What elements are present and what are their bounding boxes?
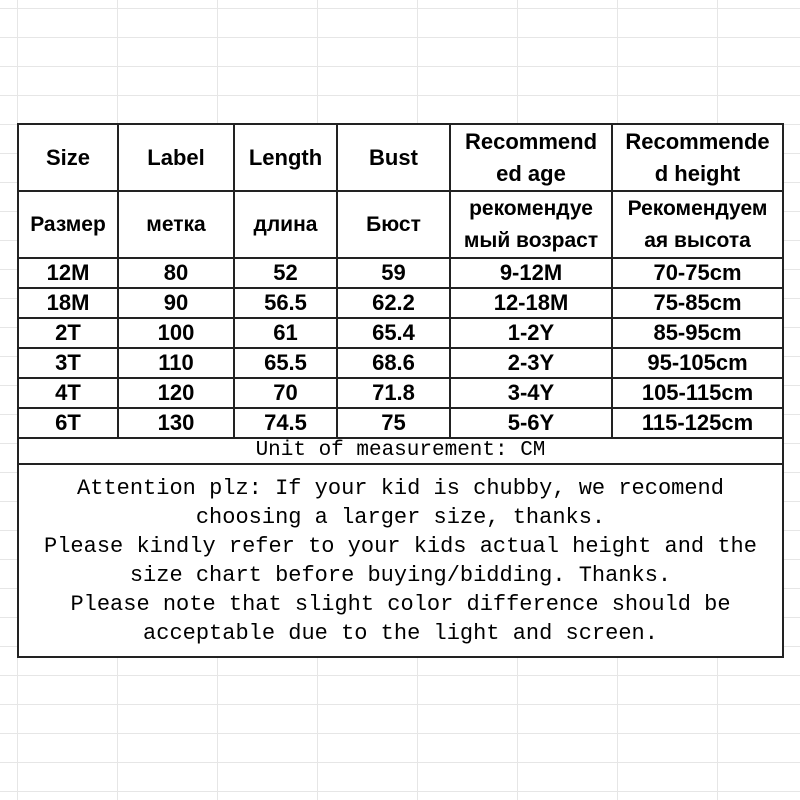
cell-text: 95-105cm — [647, 350, 748, 375]
table-cell — [337, 124, 450, 191]
table-cell — [450, 258, 612, 288]
table-row — [18, 258, 783, 288]
table-cell — [118, 348, 234, 378]
table-cell — [450, 348, 612, 378]
table-cell — [118, 191, 234, 258]
table-cell — [612, 191, 783, 258]
cell-text: Size — [45, 144, 91, 170]
cell-text: 62.2 — [372, 290, 415, 315]
cell-text: 2T — [55, 320, 81, 345]
table-cell — [234, 288, 337, 318]
table-cell — [612, 408, 783, 438]
cell-text: 65.5 — [264, 350, 307, 375]
cell-text: рекомендуе — [469, 196, 593, 220]
cell-text: 4T — [55, 380, 81, 405]
cell-text: 120 — [157, 380, 195, 405]
table-cell — [337, 258, 450, 288]
note-line: acceptable due to the light and screen. — [143, 620, 658, 646]
unit-note: Unit of measurement: CM — [18, 438, 783, 464]
table-cell — [612, 348, 783, 378]
cell-text: 65.4 — [372, 320, 415, 345]
table-cell — [18, 258, 118, 288]
cell-text: 110 — [158, 350, 194, 375]
table-cell — [234, 408, 337, 438]
table-row — [18, 348, 783, 378]
cell-text: 75 — [381, 410, 406, 435]
note-line: Please note that slight color difference should be — [70, 591, 731, 617]
cell-text: 115-125cm — [641, 410, 754, 435]
table-cell — [18, 124, 118, 191]
table-cell — [18, 191, 118, 258]
cell-text: длина — [253, 212, 318, 236]
cell-text: 130 — [157, 410, 195, 435]
table-cell — [612, 378, 783, 408]
cell-text: Рекомендуем — [627, 196, 768, 220]
table-cell — [337, 408, 450, 438]
cell-text: 70-75cm — [653, 260, 742, 285]
cell-text: Recommend — [464, 128, 598, 154]
header-row — [18, 124, 783, 191]
table-cell — [450, 318, 612, 348]
cell-text: 52 — [273, 260, 298, 285]
cell-text: 12-18M — [493, 290, 569, 315]
cell-text: 85-95cm — [653, 320, 742, 345]
cell-text: Label — [147, 144, 205, 170]
table-cell — [337, 288, 450, 318]
cell-text: Бюст — [366, 212, 421, 236]
cell-text: 68.6 — [372, 350, 415, 375]
table-cell — [234, 318, 337, 348]
cell-text: ed age — [496, 160, 566, 186]
table-row — [18, 318, 783, 348]
note-line: choosing a larger size, thanks. — [195, 504, 606, 530]
cell-text: Bust — [369, 144, 418, 170]
cell-text: d height — [654, 160, 741, 186]
cell-text: 56.5 — [264, 290, 307, 315]
table-cell — [337, 318, 450, 348]
table-cell — [337, 191, 450, 258]
cell-text: ая высота — [644, 228, 751, 252]
table-cell — [337, 378, 450, 408]
table-row — [18, 408, 783, 438]
cell-text: 59 — [381, 260, 406, 285]
table-cell — [612, 288, 783, 318]
cell-text: 74.5 — [264, 410, 307, 435]
cell-text: 18M — [46, 290, 90, 315]
cell-text: 3T — [55, 350, 81, 375]
table-cell — [118, 258, 234, 288]
cell-text: 71.8 — [372, 380, 415, 405]
table-cell — [118, 408, 234, 438]
table-row — [18, 378, 783, 408]
table-cell — [18, 318, 118, 348]
cell-text: 6T — [55, 410, 81, 435]
cell-text: 2-3Y — [507, 350, 555, 375]
note-line: Attention plz: If your kid is chubby, we recomend — [77, 475, 724, 501]
cell-text: 105-115cm — [641, 380, 754, 405]
cell-text: метка — [146, 212, 206, 236]
attention-note — [18, 464, 783, 657]
table-cell — [234, 191, 337, 258]
table-cell — [234, 258, 337, 288]
table-row — [18, 288, 783, 318]
note-line: Please kindly refer to your kids actual height and the — [44, 533, 757, 559]
table-cell — [18, 348, 118, 378]
cell-text: 90 — [163, 290, 189, 315]
table-cell — [450, 378, 612, 408]
table-cell — [18, 378, 118, 408]
table-cell — [118, 378, 234, 408]
table-cell — [450, 191, 612, 258]
size-table — [17, 123, 784, 658]
cell-text: 3-4Y — [507, 380, 555, 405]
table-cell — [234, 348, 337, 378]
note-line: size chart before buying/bidding. Thanks. — [129, 562, 672, 588]
cell-text: 1-2Y — [507, 320, 555, 345]
cell-text: 75-85cm — [653, 290, 742, 315]
table-cell — [450, 288, 612, 318]
table-cell — [118, 318, 234, 348]
cell-text: 100 — [157, 320, 195, 345]
table-cell — [18, 288, 118, 318]
table-cell — [612, 124, 783, 191]
table-cell — [450, 124, 612, 191]
cell-text: 61 — [273, 320, 298, 345]
header-row-russian — [18, 191, 783, 258]
cell-text: 70 — [273, 380, 298, 405]
table-cell — [450, 408, 612, 438]
table-cell — [118, 124, 234, 191]
table-cell — [612, 318, 783, 348]
table-cell — [18, 408, 118, 438]
size-chart — [17, 123, 782, 658]
table-cell — [234, 378, 337, 408]
cell-text: Length — [248, 144, 323, 170]
cell-text: 80 — [163, 260, 189, 285]
cell-text: 12M — [46, 260, 90, 285]
table-cell — [234, 124, 337, 191]
cell-text: Recommende — [625, 128, 770, 154]
cell-text: 5-6Y — [507, 410, 555, 435]
table-cell — [118, 288, 234, 318]
table-cell — [612, 258, 783, 288]
cell-text: Размер — [30, 212, 106, 236]
cell-text: мый возраст — [463, 228, 599, 252]
cell-text: 9-12M — [499, 260, 563, 285]
table-cell — [337, 348, 450, 378]
